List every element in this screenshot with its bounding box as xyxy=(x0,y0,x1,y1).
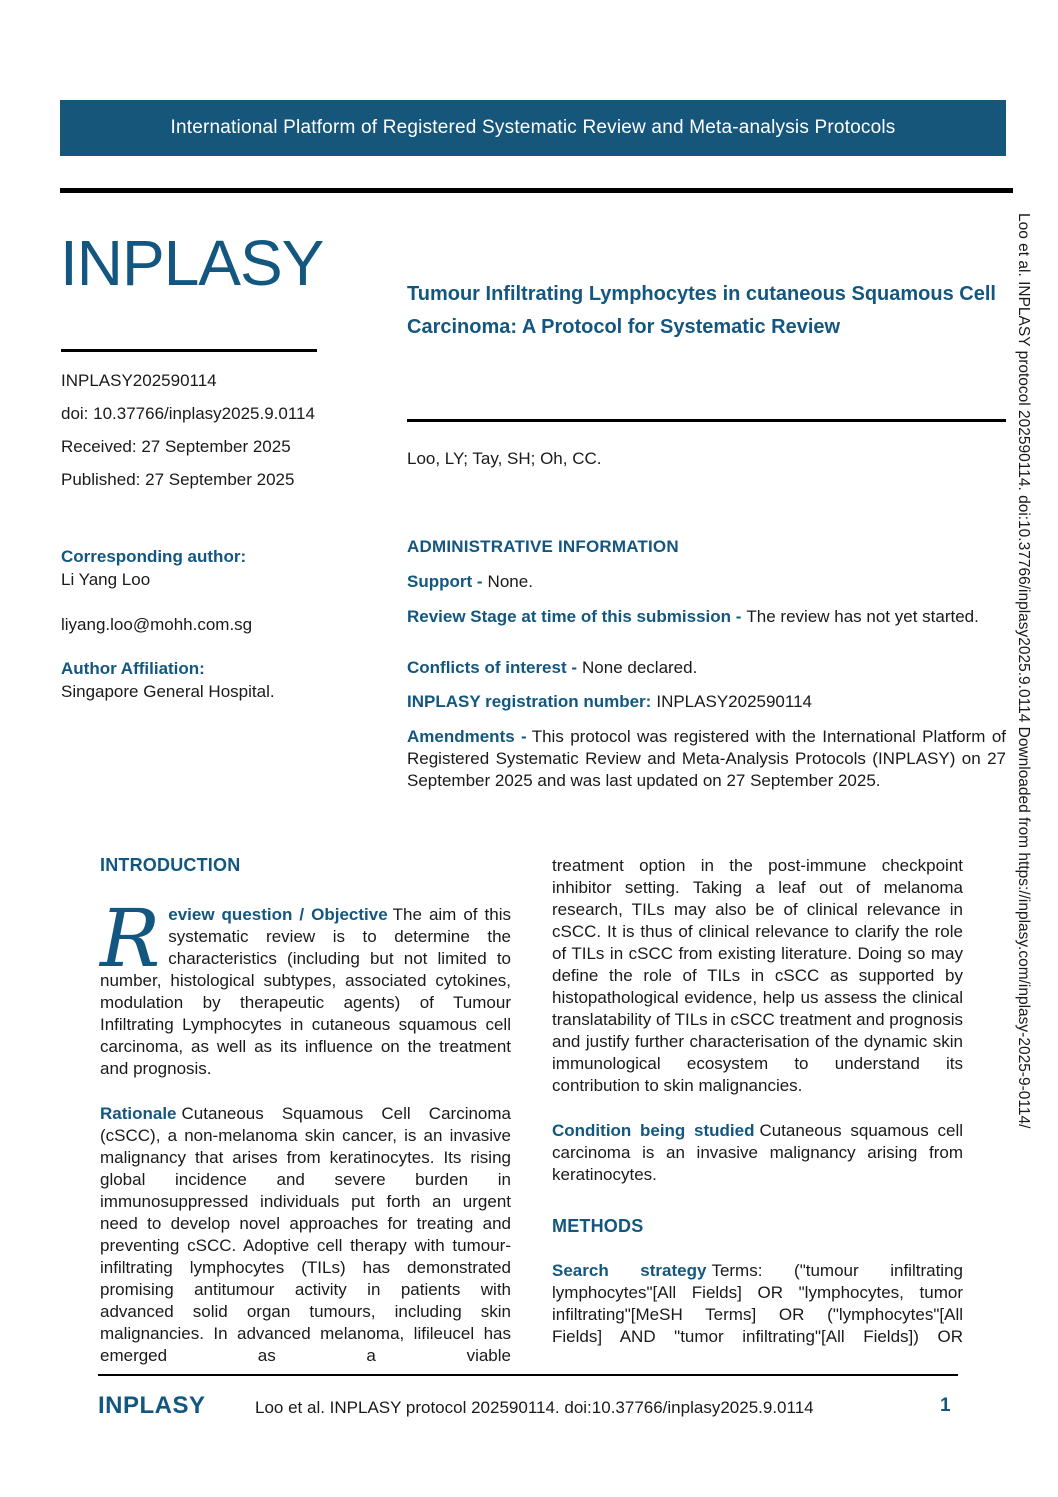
search-strategy-text: Terms: ("tumour infiltrating lymphocytes"[All Fields] OR "lymphocytes, tumor infiltrating"[MeSH Terms] OR ("lymphocytes"[All Fields] AND "tumor infiltrating"[All Fields]) OR xyxy=(552,1261,963,1346)
corresponding-author-label: Corresponding author: xyxy=(61,547,247,566)
logo-divider xyxy=(61,349,317,352)
dropcap-letter: R xyxy=(100,892,161,985)
registration-label: INPLASY registration number: xyxy=(407,692,652,711)
rationale-text: Cutaneous Squamous Cell Carcinoma (cSCC), a non-melanoma skin cancer, is an invasive malignancy that arises from keratinocytes. Its rising global incidence and severe burden in immunosuppressed individuals put forth an urgent need to develop novel approaches for treating and preventing cSCC. Adoptive cell therapy with tumour-infiltrating lymphocytes (TILs) has demonstrated promising antitumour activity in patients with advanced solid organ tumours, including skin malignancies. In advanced melanoma, lifileucel has emerged as a viable xyxy=(100,1104,511,1365)
condition-text: Cutaneous squamous cell carcinoma is an invasive malignancy arising from keratinocytes. xyxy=(552,1121,963,1184)
authors-line: Loo, LY; Tay, SH; Oh, CC. xyxy=(407,449,602,468)
condition-paragraph xyxy=(552,1120,963,1186)
footer-citation: Loo et al. INPLASY protocol 202590114. doi:10.37766/inplasy2025.9.0114 xyxy=(255,1398,814,1417)
journal-banner xyxy=(60,100,1006,156)
conflicts-line xyxy=(407,658,1006,678)
registration-id: INPLASY202590114 xyxy=(61,371,217,390)
conflicts-label: Conflicts of interest - xyxy=(407,658,578,677)
page-number: 1 xyxy=(940,1395,951,1416)
registration-text: INPLASY202590114 xyxy=(656,692,812,711)
review-question-text: The aim of this systematic review is to determine the characteristics (including but not limited to number, histological subtypes, associated cytokines, modulation by therapeutic agents) of Tumour Infiltrating Lymphocytes in cutaneous squamous cell carcinoma, as well as its influence on the treatment and prognosis. xyxy=(100,905,511,1078)
amendments-label: Amendments - xyxy=(407,727,527,746)
inplasy-logo: INPLASY xyxy=(60,227,324,299)
vertical-citation-text: Loo et al. INPLASY protocol 202590114. doi:10.37766/inplasy2025.9.0114 Downloaded from https://inplasy.com/inplasy-2025-9-0114/ xyxy=(1015,213,1032,1129)
review-question-label: eview question / Objective xyxy=(168,905,388,924)
registration-line xyxy=(407,692,1006,712)
condition-label: Condition being studied xyxy=(552,1121,755,1140)
search-strategy-label: Search strategy xyxy=(552,1261,707,1280)
introduction-heading: INTRODUCTION xyxy=(100,855,241,875)
body-left-column xyxy=(100,855,511,1367)
footer-divider xyxy=(98,1374,958,1376)
published-date: Published: 27 September 2025 xyxy=(61,470,295,489)
corresponding-author-email: liyang.loo@mohh.com.sg xyxy=(61,615,253,634)
review-stage-text: The review has not yet started. xyxy=(746,607,979,626)
author-affiliation: Singapore General Hospital. xyxy=(61,682,275,701)
support-line xyxy=(407,572,1006,592)
administrative-information-heading: ADMINISTRATIVE INFORMATION xyxy=(407,537,679,556)
support-label: Support - xyxy=(407,572,483,591)
rationale-continuation-paragraph: treatment option in the post-immune checkpoint inhibitor setting. Taking a leaf out of melanoma research, TILs may also be of clinical relevance in cSCC. It is thus of clinical relevance to clarify the role of TILs in cSCC from existing literature. Doing so may define the role of TILs in cSCC as supported by histopathological evidence, help us assess the clinical translatability of TILs in cSCC treatment and prognosis and justify further characterisation of the dynamic skin immunological ecosystem to understand its contribution to skin malignancies. xyxy=(552,856,963,1095)
received-date: Received: 27 September 2025 xyxy=(61,437,291,456)
doi: doi: 10.37766/inplasy2025.9.0114 xyxy=(61,404,315,423)
amendments-text: This protocol was registered with the International Platform of Registered Systematic Review and Meta-Analysis Protocols (INPLASY) on 27 September 2025 and was last updated on 27 September 2025. xyxy=(407,727,1006,790)
author-affiliation-label: Author Affiliation: xyxy=(61,659,205,678)
body-right-column xyxy=(552,855,963,1348)
corresponding-author-block xyxy=(61,545,391,703)
rationale-paragraph xyxy=(100,1103,511,1367)
protocol-meta xyxy=(61,372,391,504)
review-stage-label: Review Stage at time of this submission - xyxy=(407,607,742,626)
review-stage-line xyxy=(407,606,1006,628)
amendments-paragraph xyxy=(407,726,1006,792)
rationale-label: Rationale xyxy=(100,1104,177,1123)
banner-text: International Platform of Registered Systematic Review and Meta-analysis Protocols xyxy=(170,117,896,138)
header-divider xyxy=(60,188,1013,193)
corresponding-author-name: Li Yang Loo xyxy=(61,570,151,589)
support-text: None. xyxy=(487,572,533,591)
paper-title: Tumour Infiltrating Lymphocytes in cutaneous Squamous Cell Carcinoma: A Protocol for Systematic Review xyxy=(407,283,996,338)
footer-brand: INPLASY xyxy=(98,1392,206,1419)
search-strategy-paragraph xyxy=(552,1260,963,1348)
conflicts-text: None declared. xyxy=(582,658,698,677)
review-question-paragraph xyxy=(100,892,511,1080)
title-divider xyxy=(407,419,1006,422)
methods-heading: METHODS xyxy=(552,1216,644,1236)
